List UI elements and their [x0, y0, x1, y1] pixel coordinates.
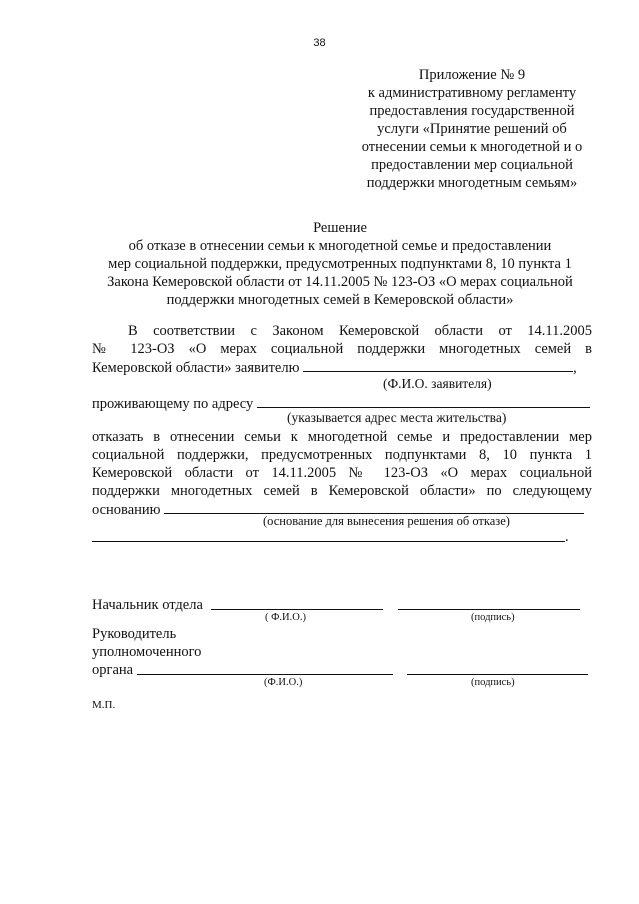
title-line: мер социальной поддержки, предусмотренных подпунктами 8, 10 пункта 1: [108, 256, 572, 272]
basis-continuation-field[interactable]: [92, 541, 565, 542]
annex-line: услуги «Принятие решений об: [377, 121, 567, 137]
applicant-caption: (Ф.И.О. заявителя): [383, 376, 492, 391]
applicant-line: [92, 358, 592, 377]
title-line: об отказе в отнесении семьи к многодетной семье и предоставлении: [128, 238, 552, 254]
director-fio-caption: (Ф.И.О.): [264, 677, 303, 688]
director-signature-field[interactable]: [407, 674, 588, 675]
title-line: поддержки многодетных семей в Кемеровской области»: [166, 292, 514, 308]
body-line: Кемеровской области от 14.11.2005 № 123-ОЗ «О мерах социальной: [92, 465, 592, 481]
address-caption: (указывается адрес места жительства): [287, 410, 507, 425]
head-label: Начальник отдела: [92, 597, 203, 613]
director-label: уполномоченного: [92, 644, 202, 660]
punctuation: ,: [573, 360, 577, 376]
director-signature-caption: (подпись): [471, 677, 515, 688]
head-fio-caption: ( Ф.И.О.): [265, 612, 306, 623]
annex-line: предоставления государственной: [369, 103, 575, 119]
body-line: социальной поддержки, предусмотренных подпунктами 8, 10 пункта 1: [92, 447, 592, 463]
page-number: 38: [313, 37, 326, 49]
seal-placeholder: М.П.: [92, 699, 116, 711]
annex-line: отнесении семьи к многодетной и о: [361, 139, 583, 155]
body-paragraph-2: [92, 428, 592, 519]
body-line: поддержки многодетных семей в Кемеровской области» по следующему: [92, 483, 592, 499]
body-line: отказать в отнесении семьи к многодетной семье и предоставлении мер: [92, 429, 592, 445]
annex-line: к административному регламенту: [367, 85, 577, 101]
body-line: № 123-ОЗ «О мерах социальной поддержки многодетных семей в: [92, 341, 592, 357]
punctuation: .: [565, 529, 569, 545]
head-signature-field[interactable]: [398, 609, 580, 610]
address-label: проживающему по адресу: [92, 396, 254, 412]
annex-line: поддержки многодетным семьям»: [366, 175, 578, 191]
director-label: органа: [92, 662, 134, 678]
address-field[interactable]: [257, 394, 590, 408]
head-signature-caption: (подпись): [471, 612, 515, 623]
document-title: [70, 219, 610, 309]
title-line: Закона Кемеровской области от 14.11.2005 № 123-ОЗ «О мерах социальной: [107, 274, 573, 290]
applicant-label: Кемеровской области» заявителю: [92, 360, 300, 376]
annex-line: Приложение № 9: [418, 67, 526, 83]
basis-label: основанию: [92, 502, 161, 518]
director-label: Руководитель: [92, 626, 177, 642]
head-fio-field[interactable]: [211, 609, 383, 610]
applicant-name-field[interactable]: [303, 358, 573, 372]
director-fio-field[interactable]: [137, 674, 393, 675]
title-heading: Решение: [313, 220, 367, 236]
basis-caption: (основание для вынесения решения об отказе): [263, 514, 510, 528]
annex-line: предоставлении мер социальной: [371, 157, 573, 173]
annex-header: [352, 66, 592, 192]
basis-field[interactable]: [164, 500, 584, 514]
body-line: В соответствии с Законом Кемеровской области от 14.11.2005: [128, 323, 592, 339]
body-paragraph-1: [92, 322, 592, 377]
